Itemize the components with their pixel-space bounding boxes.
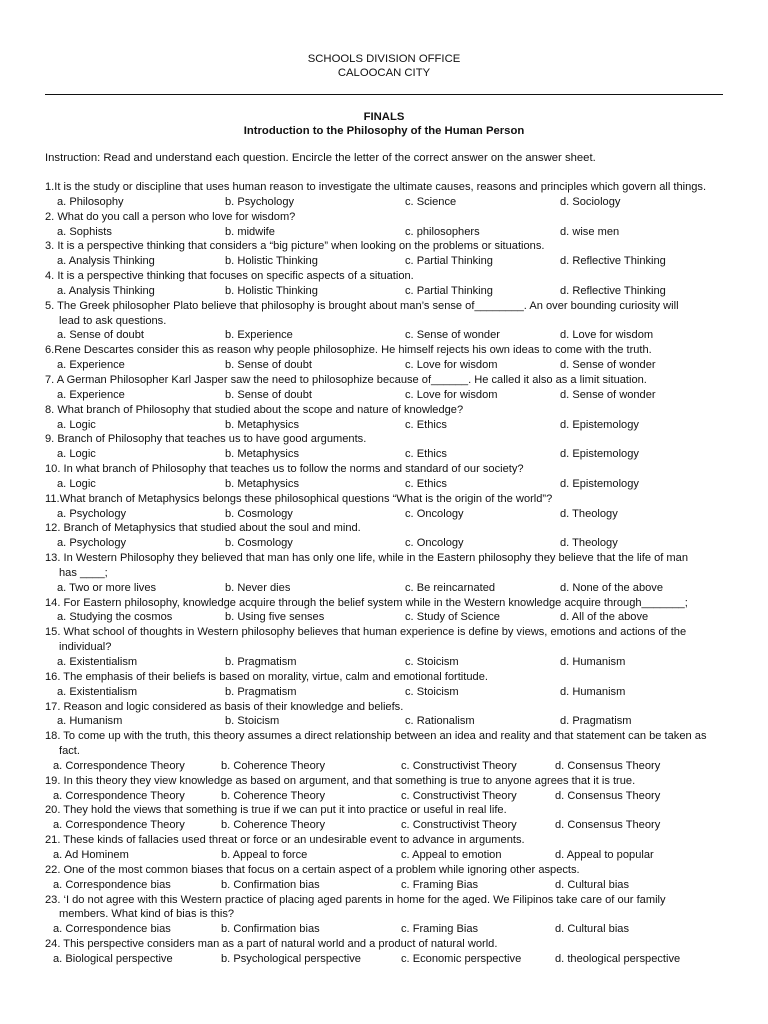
answer-option-d[interactable]: d. Sense of wonder	[560, 359, 656, 372]
answer-option-d[interactable]: d. theological perspective	[555, 952, 681, 965]
answer-option-c[interactable]: c. Study of Science	[405, 611, 500, 624]
answer-option-d[interactable]: d. Humanism	[560, 656, 626, 668]
question-text: 3. It is a perspective thinking that considers a “big picture” when looking on the problems or situations.	[45, 240, 545, 253]
question-text: 16. The emphasis of their beliefs is based on morality, virtue, calm and emotional fortitude.	[45, 670, 488, 683]
answer-option-b[interactable]: b. Holistic Thinking	[225, 255, 318, 268]
answer-option-d[interactable]: d. Appeal to popular	[555, 848, 654, 861]
answer-option-b[interactable]: b. Coherence Theory	[221, 819, 326, 832]
answer-option-a[interactable]: a. Psychology	[57, 537, 127, 550]
answer-option-a[interactable]: a. Experience	[57, 388, 125, 401]
answer-option-d[interactable]: d. Theology	[560, 537, 618, 550]
answer-option-b[interactable]: b. Metaphysics	[225, 448, 299, 461]
answer-option-c[interactable]: c. Ethics	[405, 448, 447, 461]
answer-option-a[interactable]: a. Humanism	[57, 715, 123, 728]
answer-options	[45, 685, 735, 700]
answer-option-d[interactable]: d. Consensus Theory	[555, 819, 661, 832]
header-divider	[45, 94, 723, 95]
question-item	[45, 833, 735, 863]
answer-option-d[interactable]: d. Epistemology	[560, 448, 639, 461]
answer-option-a[interactable]: a. Logic	[57, 418, 96, 431]
instruction-text: Instruction: Read and understand each question. Encircle the letter of the correct answer on the answer sheet.	[45, 152, 596, 164]
answer-options	[45, 789, 735, 804]
header-office: SCHOOLS DIVISION OFFICE	[307, 53, 461, 65]
question-text-continued: individual?	[59, 641, 112, 654]
answer-option-d[interactable]: d. Theology	[560, 507, 618, 520]
question-text: 10. In what branch of Philosophy that teaches us to follow the norms and standard of our society?	[45, 463, 524, 476]
answer-option-c[interactable]: c. Stoicism	[405, 656, 459, 668]
question-text-continued: fact.	[59, 745, 80, 758]
answer-option-c[interactable]: c. Be reincarnated	[405, 581, 496, 594]
answer-options	[45, 818, 735, 833]
answer-option-c[interactable]: c. Economic perspective	[401, 952, 522, 965]
question-text: 11.What branch of Metaphysics belongs these philosophical questions “What is the origin of the world”?	[45, 492, 553, 505]
question-item	[45, 803, 735, 833]
answer-option-a[interactable]: a. Psychology	[57, 507, 127, 520]
answer-option-b[interactable]: b. Stoicism	[225, 715, 280, 728]
answer-option-a[interactable]: a. Correspondence bias	[53, 923, 171, 936]
answer-option-c[interactable]: c. Framing Bias	[401, 923, 479, 936]
question-text-continued: members. What kind of bias is this?	[59, 908, 235, 921]
answer-option-b[interactable]: b. Psychology	[225, 195, 295, 208]
answer-options	[45, 447, 735, 462]
question-item	[45, 551, 735, 596]
answer-option-c[interactable]: c. Oncology	[405, 507, 464, 520]
question-text-continued: lead to ask questions.	[59, 314, 167, 327]
question-item	[45, 492, 735, 522]
question-item	[45, 893, 735, 938]
answer-options	[45, 714, 735, 729]
answer-option-d[interactable]: d. Cultural bias	[555, 923, 629, 936]
answer-option-d[interactable]: d. Sense of wonder	[560, 388, 656, 401]
question-item	[45, 863, 735, 893]
answer-option-c[interactable]: c. Love for wisdom	[405, 359, 498, 372]
answer-option-a[interactable]: a. Analysis Thinking	[57, 255, 155, 268]
answer-option-c[interactable]: c. Partial Thinking	[405, 255, 493, 268]
answer-option-b[interactable]: b. Holistic Thinking	[225, 284, 318, 297]
question-text: 6.Rene Descartes consider this as reason why people philosophize. He himself rejects his own ideas to come with the truth.	[45, 344, 652, 357]
answer-option-c[interactable]: c. Love for wisdom	[405, 388, 498, 401]
answer-option-b[interactable]: b. Confirmation bias	[221, 923, 320, 936]
answer-option-c[interactable]: c. Oncology	[405, 537, 464, 550]
answer-options	[45, 581, 735, 596]
answer-option-d[interactable]: d. Consensus Theory	[555, 759, 661, 772]
answer-options	[45, 477, 735, 492]
answer-option-b[interactable]: b. Coherence Theory	[221, 789, 326, 802]
answer-option-a[interactable]: a. Logic	[57, 448, 96, 461]
question-item	[45, 432, 735, 462]
answer-option-a[interactable]: a. Analysis Thinking	[57, 284, 155, 297]
question-item	[45, 343, 735, 373]
answer-option-b[interactable]: b. Using five senses	[225, 611, 325, 624]
exam-title: FINALS	[363, 111, 405, 123]
answer-option-b[interactable]: b. Never dies	[225, 581, 291, 594]
answer-options	[45, 952, 735, 967]
answer-option-d[interactable]: d. Reflective Thinking	[560, 284, 666, 297]
question-text: 5. The Greek philosopher Plato believe that philosophy is brought about man’s sense of________. An over bounding curiosity will	[45, 299, 679, 312]
answer-option-a[interactable]: a. Sense of doubt	[57, 329, 144, 342]
answer-option-c[interactable]: c. Science	[405, 195, 457, 208]
answer-options	[45, 284, 735, 299]
question-text: 14. For Eastern philosophy, knowledge acquire through the belief system while in the Western knowledge acquire through_______;	[45, 596, 688, 609]
answer-option-c[interactable]: c. Constructivist Theory	[401, 759, 517, 772]
answer-option-d[interactable]: d. Sociology	[560, 195, 621, 208]
answer-option-c[interactable]: c. Appeal to emotion	[401, 848, 502, 861]
header-city: CALOOCAN CITY	[337, 67, 431, 79]
answer-option-d[interactable]: d. None of the above	[560, 581, 664, 594]
answer-option-c[interactable]: c. Sense of wonder	[405, 329, 500, 342]
answer-options	[45, 418, 735, 433]
answer-option-a[interactable]: a. Philosophy	[57, 195, 124, 208]
answer-option-a[interactable]: a. Logic	[57, 477, 96, 490]
question-text: 18. To come up with the truth, this theory assumes a direct relationship between an idea and reality and that statement can be taken as	[45, 730, 707, 743]
answer-options	[45, 536, 735, 551]
question-item	[45, 269, 735, 299]
answer-option-a[interactable]: a. Existentialism	[57, 685, 138, 698]
question-item	[45, 596, 735, 626]
question-list	[45, 180, 735, 967]
answer-option-d[interactable]: d. Love for wisdom	[560, 329, 654, 342]
answer-option-c[interactable]: c. Ethics	[405, 477, 447, 490]
answer-option-a[interactable]: a. Correspondence Theory	[53, 759, 185, 772]
question-text: 2. What do you call a person who love for wisdom?	[45, 210, 296, 223]
answer-option-b[interactable]: b. Sense of doubt	[225, 388, 312, 401]
question-text: 7. A German Philosopher Karl Jasper saw the need to philosophize because of______. He called it also as a limit situation.	[45, 373, 647, 386]
answer-option-b[interactable]: b. Psychological perspective	[221, 952, 361, 965]
answer-option-a[interactable]: a. Ad Hominem	[53, 848, 129, 861]
question-item	[45, 700, 735, 730]
question-item	[45, 625, 735, 670]
question-item	[45, 462, 735, 492]
answer-options	[45, 507, 735, 522]
question-item	[45, 239, 735, 269]
question-text: 22. One of the most common biases that focus on a certain aspect of a problem while ignoring other aspects.	[45, 863, 580, 876]
answer-option-d[interactable]: d. Reflective Thinking	[560, 255, 666, 268]
answer-option-d[interactable]: d. Epistemology	[560, 477, 639, 490]
question-text: 23. ‘I do not agree with this Western practice of placing aged parents in home for the aged. We Filipinos take care of our family	[45, 893, 666, 906]
answer-option-b[interactable]: b. Cosmology	[225, 507, 293, 520]
answer-options	[45, 254, 735, 269]
answer-options	[45, 195, 735, 210]
question-item	[45, 299, 735, 344]
question-text: 4. It is a perspective thinking that focuses on specific aspects of a situation.	[45, 270, 414, 283]
answer-option-b[interactable]: b. Coherence Theory	[221, 759, 326, 772]
answer-option-d[interactable]: d. Pragmatism	[560, 715, 632, 728]
answer-option-b[interactable]: b. Sense of doubt	[225, 359, 312, 372]
answer-option-c[interactable]: c. Constructivist Theory	[401, 819, 517, 832]
question-text: 9. Branch of Philosophy that teaches us to have good arguments.	[45, 433, 367, 446]
answer-option-b[interactable]: b. midwife	[225, 225, 275, 238]
answer-option-d[interactable]: d. Consensus Theory	[555, 789, 661, 802]
answer-option-c[interactable]: c. Framing Bias	[401, 878, 479, 891]
answer-option-d[interactable]: d. Humanism	[560, 685, 626, 698]
answer-options	[45, 759, 735, 774]
question-item	[45, 180, 735, 210]
question-text: 17. Reason and logic considered as basis of their knowledge and beliefs.	[45, 700, 404, 713]
answer-option-b[interactable]: b. Pragmatism	[225, 656, 297, 668]
question-item	[45, 729, 735, 774]
answer-option-d[interactable]: d. wise men	[560, 225, 620, 238]
question-item	[45, 373, 735, 403]
answer-options	[45, 358, 735, 373]
answer-option-b[interactable]: b. Experience	[225, 329, 293, 342]
question-text-continued: has ____;	[59, 566, 108, 579]
answer-option-a[interactable]: a. Experience	[57, 359, 125, 372]
answer-option-b[interactable]: b. Cosmology	[225, 537, 293, 550]
answer-option-b[interactable]: b. Metaphysics	[225, 418, 299, 431]
answer-options	[45, 655, 735, 670]
answer-option-d[interactable]: d. Epistemology	[560, 418, 639, 431]
question-text: 24. This perspective considers man as a part of natural world and a product of natural world.	[45, 938, 498, 951]
answer-options	[45, 225, 735, 240]
answer-option-a[interactable]: a. Existentialism	[57, 656, 138, 668]
answer-option-c[interactable]: c. Ethics	[405, 418, 447, 431]
answer-options	[45, 388, 735, 403]
answer-option-b[interactable]: b. Pragmatism	[225, 685, 297, 698]
answer-options	[45, 610, 735, 625]
answer-option-c[interactable]: c. Stoicism	[405, 685, 459, 698]
answer-option-a[interactable]: a. Correspondence bias	[53, 878, 171, 891]
answer-option-a[interactable]: a. Correspondence Theory	[53, 789, 185, 802]
answer-options	[45, 878, 735, 893]
question-text: 19. In this theory they view knowledge as based on argument, and that something is true to anyone agrees that it is true.	[45, 774, 636, 787]
question-text: 21. These kinds of fallacies used threat or force or an undesirable event to advance in arguments.	[45, 834, 525, 847]
question-text: 8. What branch of Philosophy that studied about the scope and nature of knowledge?	[45, 403, 464, 416]
answer-option-b[interactable]: b. Appeal to force	[221, 848, 308, 861]
answer-option-d[interactable]: d. All of the above	[560, 611, 649, 624]
answer-option-a[interactable]: a. Biological perspective	[53, 952, 173, 965]
answer-option-d[interactable]: d. Cultural bias	[555, 878, 629, 891]
question-text: 20. They hold the views that something is true if we can put it into practice or useful in real life.	[45, 804, 507, 817]
answer-option-a[interactable]: a. Two or more lives	[57, 581, 157, 594]
answer-option-a[interactable]: a. Studying the cosmos	[57, 611, 173, 624]
question-text: 13. In Western Philosophy they believed that man has only one life, while in the Eastern philosophy they believe that the life of man	[45, 552, 689, 565]
answer-option-a[interactable]: a. Sophists	[57, 225, 112, 238]
question-item	[45, 210, 735, 240]
exam-subtitle: Introduction to the Philosophy of the Human Person	[243, 125, 525, 137]
answer-options	[45, 848, 735, 863]
question-text: 15. What school of thoughts in Western philosophy believes that human experience is define by views, emotions and actions of the	[45, 626, 687, 639]
answer-option-b[interactable]: b. Confirmation bias	[221, 878, 320, 891]
question-item	[45, 403, 735, 433]
question-item	[45, 937, 735, 967]
answer-options	[45, 922, 735, 937]
question-item	[45, 521, 735, 551]
answer-option-c[interactable]: c. Rationalism	[405, 715, 475, 728]
answer-option-c[interactable]: c. Partial Thinking	[405, 284, 493, 297]
question-item	[45, 670, 735, 700]
answer-option-c[interactable]: c. philosophers	[405, 225, 480, 238]
answer-option-b[interactable]: b. Metaphysics	[225, 477, 299, 490]
question-text: 1.It is the study or discipline that uses human reason to investigate the ultimate causes, reasons and principles which govern all things.	[45, 181, 707, 193]
answer-option-a[interactable]: a. Correspondence Theory	[53, 819, 185, 832]
answer-options	[45, 328, 735, 343]
question-item	[45, 774, 735, 804]
question-text: 12. Branch of Metaphysics that studied about the soul and mind.	[45, 522, 361, 535]
answer-option-c[interactable]: c. Constructivist Theory	[401, 789, 517, 802]
